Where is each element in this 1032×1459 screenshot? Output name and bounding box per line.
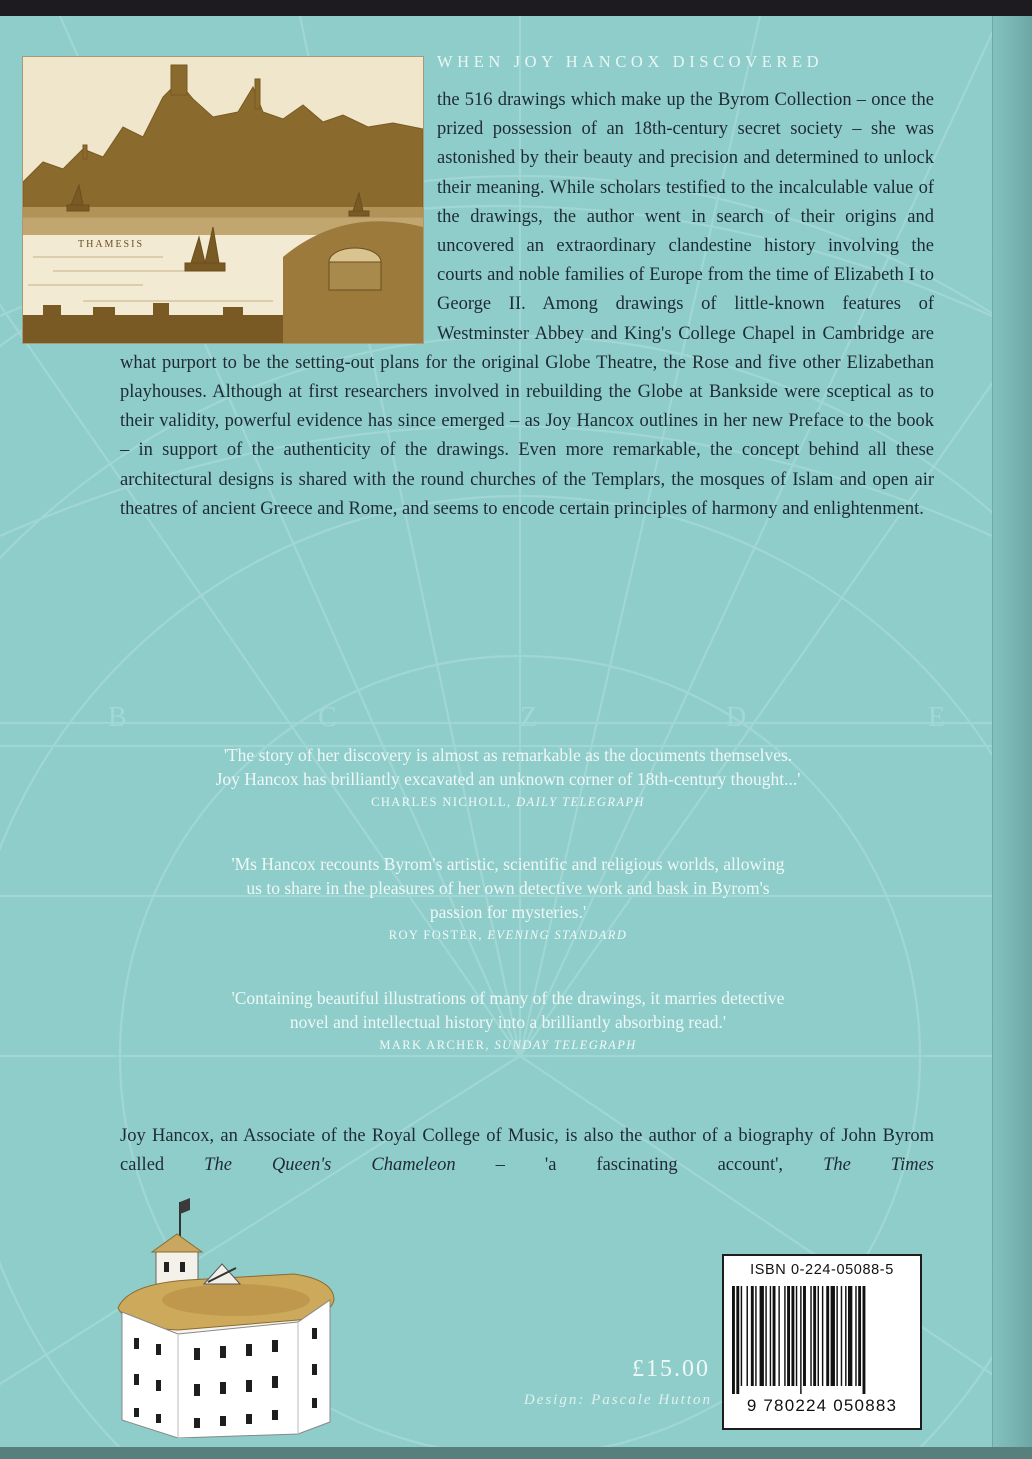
designer-credit: Design: Pascale Hutton [523,1392,712,1408]
quote-publication: SUNDAY TELEGRAPH [494,1038,637,1052]
quote-line: novel and intellectual history into a brilliantly absorbing read.' [289,1012,727,1032]
quote-publication: EVENING STANDARD [487,928,628,942]
background-grid-letters [0,702,992,742]
globe-theatre-model-icon [108,1188,348,1438]
quote-line: 'Ms Hancox recounts Byrom's artistic, scientific and religious worlds, allowing [231,854,785,874]
barcode-bar [784,1286,785,1386]
barcode-bar [841,1286,842,1386]
quote-line: Joy Hancox has brilliantly excavated an unknown corner of 18th-century thought...' [215,769,801,789]
quote-line: us to share in the pleasures of her own detective work and bask in Byrom's [246,878,770,898]
top-edge [0,0,1032,16]
barcode-bar [747,1286,748,1386]
author-bio [120,1122,934,1180]
grid-letter: Z [520,702,538,733]
intro-body-text: the 516 drawings which make up the Byrom Collection – once the prized possession of an 18th-century secret society – she was astonished by their beauty and precision and determined to unlock their meaning. While scholars testified to the incalculable value of the drawings, the author went in search of their origins and uncovered an extraordinary clandestine history involving the courts and noble families of Europe from the time of Elizabeth I to George II. Among drawings of little-known features of Westminster Abbey and King's College Chapel in Cambridge are what purport to be the setting-out plans for the original Globe Theatre, the Rose and five other Elizabethan playhouses. Although at first researchers involved in rebuilding the Globe at Bankside were sceptical as to their validity, powerful evidence has since emerged – as Joy Hancox outlines in her new Preface to the book – in support of the authenticity of the drawings. Even more remarkable, the concept behind all these architectural designs is shared with the round churches of the Templars, the mosques of Islam and open air theatres of ancient Greece and Rome, and seems to encode certain principles of harmony and enlightenment. [120,90,934,519]
bio-book-title: The Queen's Chameleon [204,1155,456,1175]
barcode-bar [826,1286,829,1386]
spine-edge [992,16,1032,1459]
review-quote [100,986,916,1053]
barcode-bar [822,1286,823,1386]
review-quote [100,852,916,943]
barcode-bar [787,1286,790,1386]
price: £15.00 [632,1356,710,1382]
barcode-bar [845,1286,846,1386]
quote-attribution [100,795,916,810]
quote-publication: DAILY TELEGRAPH [516,795,645,809]
isbn-barcode-box [722,1254,922,1430]
ean-digits: 9 780224 050883 [746,1396,898,1415]
barcode-bar [770,1286,771,1386]
barcode-bar [803,1286,806,1386]
barcode-bar [836,1286,837,1386]
engraving-caption: THAMESIS [78,239,145,250]
barcode-bar [858,1286,861,1386]
intro-body [120,86,934,524]
review-quote [100,743,916,810]
grid-letter: B [108,702,127,733]
barcode-bar [741,1286,742,1386]
barcode-bar [800,1286,801,1394]
quote-author: CHARLES NICHOLL, [371,795,512,809]
barcode-bar [810,1286,811,1386]
quote-author: MARK ARCHER, [379,1038,490,1052]
barcode-bar [778,1286,779,1386]
barcode-bar [796,1286,797,1386]
bottom-edge [0,1447,1032,1459]
intro-lead: WHEN JOY HANCOX DISCOVERED [437,52,824,71]
quote-line: 'Containing beautiful illustrations of many of the drawings, it marries detective [231,988,785,1008]
quote-line: passion for mysteries.' [429,902,587,922]
isbn-number: ISBN 0-224-05088-5 [750,1262,894,1278]
barcode-bar [760,1286,764,1386]
quote-attribution [100,928,916,943]
barcode-bar [773,1286,776,1386]
barcode-bar [855,1286,856,1386]
barcode-bar [765,1286,766,1386]
barcode-bar [736,1286,739,1394]
barcode-bar [732,1286,735,1394]
barcode-bar [831,1286,835,1386]
barcode-bar [751,1286,754,1386]
quote-line: 'The story of her discovery is almost as remarkable as the documents themselves. [223,745,793,765]
barcode-bar [848,1286,852,1386]
barcode-bar [755,1286,756,1386]
barcode-bar [863,1286,866,1394]
barcode-bar [791,1286,794,1386]
bio-text: Joy Hancox, an Associate of the Royal College of Music, is also the author of a biography of John Byrom called [120,1126,934,1175]
barcode-icon [730,1286,914,1394]
barcode-bar [818,1286,819,1386]
grid-letter: D [726,702,747,733]
grid-letter: C [318,702,337,733]
quote-author: ROY FOSTER, [388,928,483,942]
grid-letter: E [928,702,946,733]
bio-source: The Times [823,1155,934,1175]
bio-text: – 'a fascinating account', [455,1155,824,1175]
quote-attribution [100,1038,916,1053]
barcode-bar [813,1286,816,1386]
